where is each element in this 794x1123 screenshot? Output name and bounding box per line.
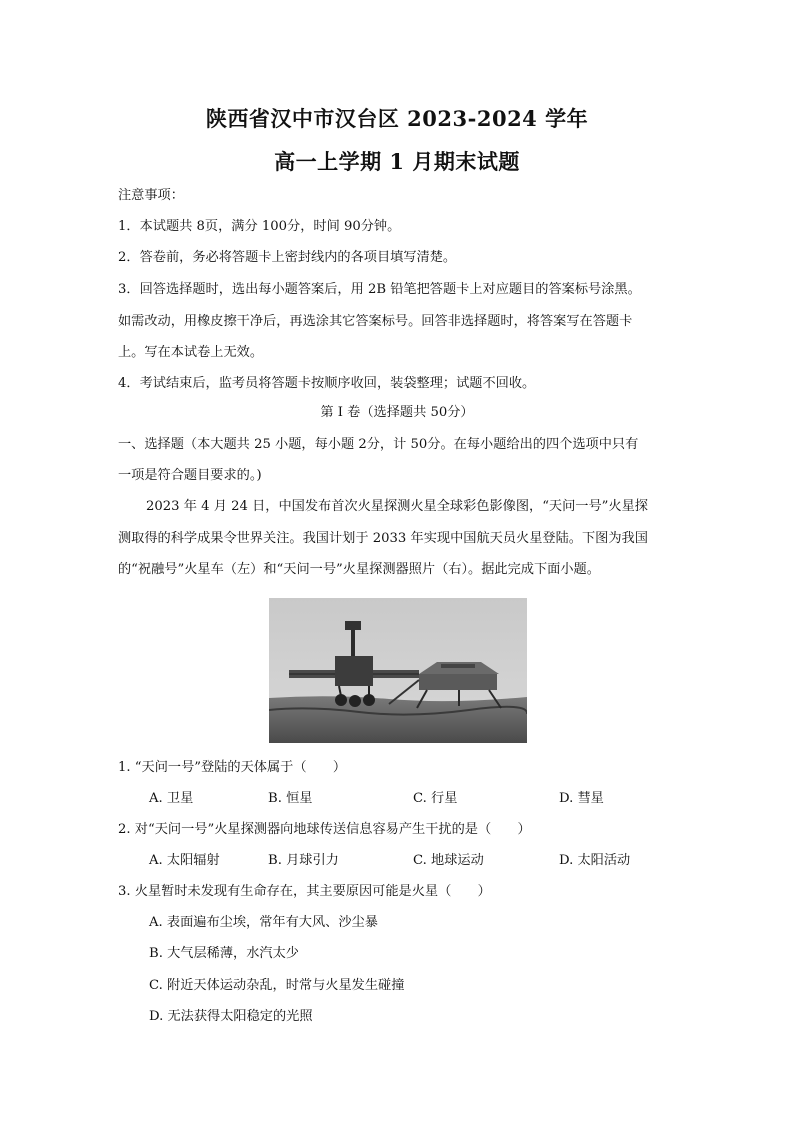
- question-3-option-d[interactable]: D. 无法获得太阳稳定的光照: [149, 1009, 313, 1024]
- question-1-option-d[interactable]: D. 彗星: [559, 791, 604, 806]
- part1-instructions-line1: 一、选择题（本大题共 25 小题，每小题 2分，计 50分。在每小题给出的四个选项中只有: [118, 437, 639, 452]
- exam-title-line1: 陕西省汉中市汉台区 2023-2024 学年: [205, 106, 589, 131]
- question-3-stem: 3. 火星暂时未发现有生命存在，其主要原因可能是火星（ ）: [118, 884, 491, 899]
- question-1-option-a[interactable]: A. 卫星: [149, 791, 194, 806]
- question-2-option-c[interactable]: C. 地球运动: [413, 853, 484, 868]
- question-2-option-b[interactable]: B. 月球引力: [268, 853, 339, 868]
- passage-line1: 2023 年 4 月 24 日，中国发布首次火星探测火星全球彩色影像图，“天问一号”火星探: [146, 499, 648, 514]
- passage-line3: 的“祝融号”火星车（左）和“天问一号”火星探测器照片（右）。据此完成下面小题。: [118, 562, 600, 577]
- question-1-stem: 1. “天问一号”登陆的天体属于（ ）: [118, 760, 347, 775]
- note-1: 1．本试题共 8页，满分 100分，时间 90分钟。: [118, 219, 401, 234]
- note-4: 4．考试结束后，监考员将答题卡按顺序收回，装袋整理；试题不回收。: [118, 376, 536, 391]
- exam-title-line2: 高一上学期 1 月期末试题: [274, 149, 520, 174]
- question-1-option-c[interactable]: C. 行星: [413, 791, 458, 806]
- note-2: 2．答卷前，务必将答题卡上密封线内的各项目填写清楚。: [118, 250, 457, 265]
- part1-instructions-line2: 一项是符合题目要求的。): [118, 468, 262, 483]
- section-title: 第 I 卷（选择题共 50分）: [320, 405, 474, 420]
- mars-rover-photo: [269, 598, 527, 743]
- question-2-stem: 2. 对“天问一号”火星探测器向地球传送信息容易产生干扰的是（ ）: [118, 822, 531, 837]
- question-2-option-a[interactable]: A. 太阳辐射: [149, 853, 220, 868]
- question-3-option-b[interactable]: B. 大气层稀薄，水汽太少: [149, 946, 299, 961]
- question-3-option-a[interactable]: A. 表面遍布尘埃，常年有大风、沙尘暴: [149, 915, 378, 930]
- question-3-option-c[interactable]: C. 附近天体运动杂乱，时常与火星发生碰撞: [149, 978, 405, 993]
- note-3-line3: 上。写在本试卷上无效。: [118, 345, 264, 360]
- question-2-option-d[interactable]: D. 太阳活动: [559, 853, 631, 868]
- passage-line2: 测取得的科学成果令世界关注。我国计划于 2033 年实现中国航天员火星登陆。下图为我国: [118, 531, 648, 546]
- question-1-option-b[interactable]: B. 恒星: [268, 791, 313, 806]
- note-3-line2: 如需改动，用橡皮擦干净后，再选涂其它答案标号。回答非选择题时，将答案写在答题卡: [118, 314, 633, 329]
- notes-heading: 注意事项：: [118, 188, 184, 203]
- note-3-line1: 3．回答选择题时，选出每小题答案后，用 2B 铅笔把答题卡上对应题目的答案标号涂黑。: [118, 282, 641, 297]
